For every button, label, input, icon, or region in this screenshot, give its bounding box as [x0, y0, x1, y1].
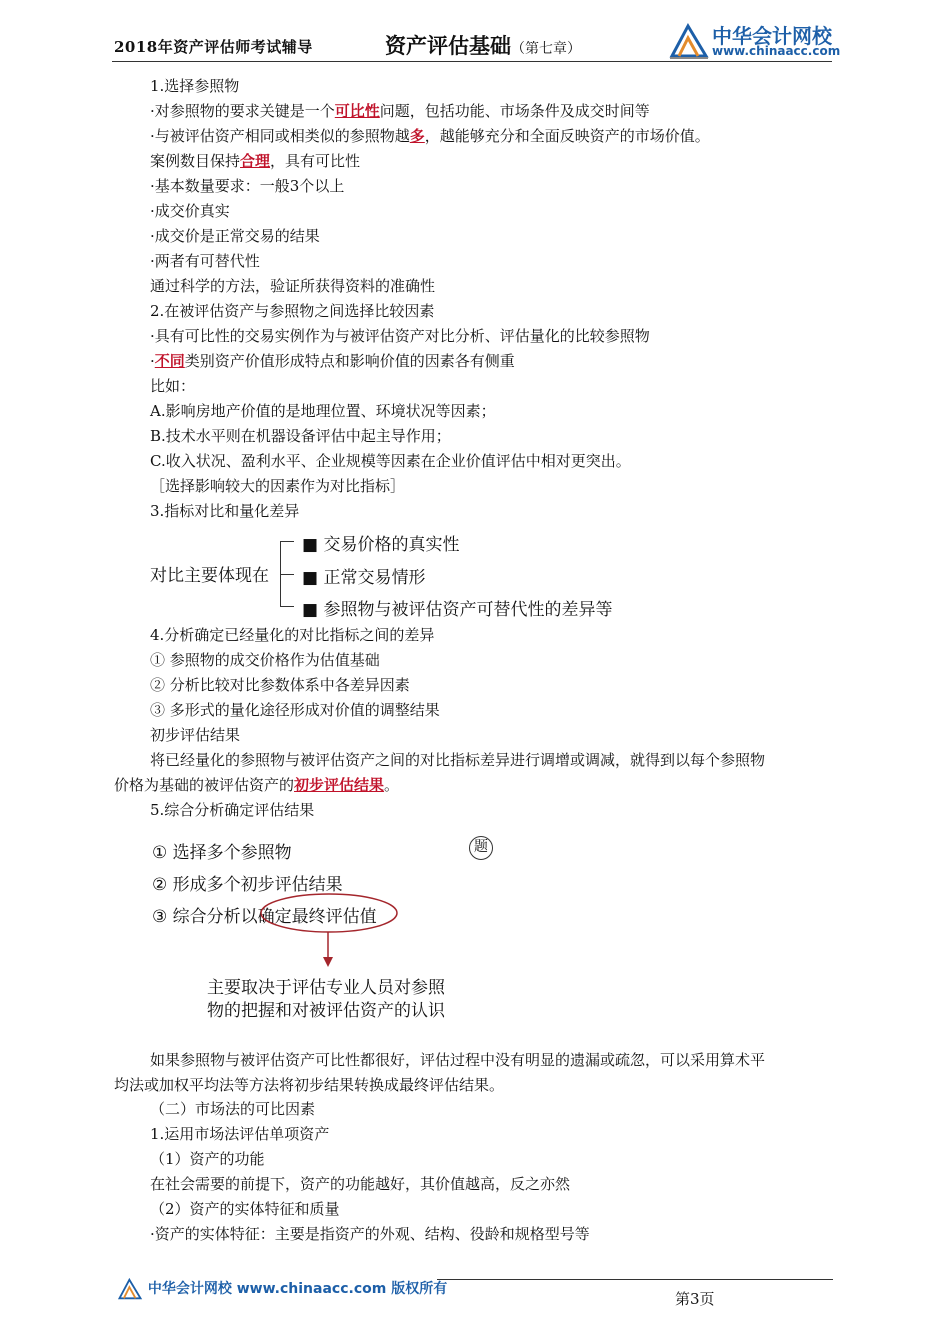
text-line: [150, 251, 260, 271]
text-line: [150, 376, 195, 396]
emphasis-text: 可比性: [334, 102, 380, 120]
text-segment: ·: [150, 352, 155, 370]
text-line: [150, 1174, 570, 1194]
diagram-note: 物的把握和对被评估资产的认识: [207, 1001, 445, 1021]
text-line: [150, 675, 410, 695]
text-segment: ·对参照物的要求关键是一个: [150, 102, 335, 120]
text-segment: 问题，包括功能、市场条件及成交时间等: [379, 102, 650, 120]
text-segment: （二）市场法的可比因素: [150, 1100, 316, 1118]
text-segment: ② 分析比较对比参数体系中各差异因素: [150, 676, 410, 694]
diagram-item: ■ 参照物与被评估资产可替代性的差异等: [302, 600, 613, 620]
text-line: [150, 151, 360, 171]
text-segment: A.影响房地产价值的是地理位置、环境状况等因素；: [150, 402, 496, 420]
text-line: [150, 451, 631, 471]
text-segment: （2）资产的实体特征和质量: [150, 1200, 340, 1218]
text-segment: ·与被评估资产相同或相类似的参照物越: [150, 127, 410, 145]
diagram-step: ③ 综合分析以确定最终评估值: [152, 907, 377, 927]
text-line: [150, 700, 440, 720]
bracket-tick: [280, 541, 294, 542]
text-segment: C.收入状况、盈利水平、企业规模等因素在企业价值评估中相对更突出。: [150, 452, 631, 470]
text-line: [150, 226, 320, 246]
emphasis-text: 初步评估结果: [294, 776, 385, 794]
text-line: [150, 1124, 329, 1144]
text-segment: 1.运用市场法评估单项资产: [150, 1125, 330, 1143]
paragraph-line: 如果参照物与被评估资产可比性都很好，评估过程中没有明显的遗漏或疏忽，可以采用算术平: [150, 1051, 766, 1069]
text-segment: ，越能够充分和全面反映资产的市场价值。: [424, 127, 710, 145]
page-number: 第3页: [675, 1290, 715, 1308]
text-line: [150, 1099, 315, 1119]
text-segment: ·基本数量要求：一般3个以上: [150, 177, 345, 195]
diagram-item: ■ 正常交易情形: [302, 568, 426, 588]
text-line: [150, 176, 344, 196]
text-line: [150, 725, 240, 745]
emphasis-text: 不同: [154, 352, 185, 370]
text-line: [150, 1224, 590, 1244]
text-line: [150, 326, 650, 346]
diagram-label: 对比主要体现在: [150, 566, 269, 586]
text-segment: 初步评估结果: [150, 726, 241, 744]
text-line: [150, 476, 405, 496]
text-segment: B.技术水平则在机器设备评估中起主导作用；: [150, 427, 451, 445]
footer-brand-text: 中华会计网校 www.chinaacc.com 版权所有: [147, 1281, 448, 1297]
text-segment: ·两者有可替代性: [150, 252, 260, 270]
text-segment: 4.分析确定已经量化的对比指标之间的差异: [150, 626, 435, 644]
text-line: [150, 1149, 265, 1169]
text-segment: ① 参照物的成交价格作为估值基础: [150, 651, 380, 669]
text-segment: ·资产的实体特征：主要是指资产的外观、结构、役龄和规格型号等: [150, 1225, 590, 1243]
paragraph-line: 均法或加权平均法等方法将初步结果转换成最终评估结果。: [114, 1076, 505, 1094]
emphasis-text: 多: [409, 127, 425, 145]
text-segment: ③ 多形式的量化途径形成对价值的调整结果: [150, 701, 440, 719]
logo-url: www.chinaacc.com: [712, 44, 841, 58]
diagram-step: ② 形成多个初步评估结果: [152, 875, 343, 895]
text-line: [150, 501, 299, 521]
diagram-note: 主要取决于评估专业人员对参照: [207, 978, 445, 998]
footer-brand[interactable]: [117, 1276, 447, 1302]
text-segment: 1.选择参照物: [150, 77, 240, 95]
paragraph-line: 将已经量化的参照物与被评估资产之间的对比指标差异进行调增或调减，就得到以每个参照物: [150, 751, 766, 769]
emphasis-text: 合理: [240, 152, 271, 170]
text-segment: 类别资产价值形成特点和影响价值的因素各有侧重: [184, 352, 515, 370]
header-left-title: 2018年资产评估师考试辅导: [114, 38, 313, 56]
text-segment: 。: [384, 776, 400, 794]
bracket-tick: [280, 574, 294, 575]
text-line: [150, 426, 451, 446]
text-line: [150, 625, 434, 645]
question-badge: 题: [469, 836, 493, 860]
document-title: [385, 30, 581, 60]
text-segment: （1）资产的功能: [150, 1150, 265, 1168]
bracket-tick: [280, 606, 294, 607]
text-segment: 比如：: [150, 377, 196, 395]
brand-logo[interactable]: [668, 20, 848, 62]
text-line: [150, 351, 515, 371]
text-segment: 在社会需要的前提下，资产的功能越好，其价值越高，反之亦然: [150, 1175, 571, 1193]
text-line: [150, 401, 496, 421]
text-segment: ·成交价是正常交易的结果: [150, 227, 320, 245]
text-segment: 2.在被评估资产与参照物之间选择比较因素: [150, 302, 435, 320]
text-line: [150, 126, 710, 146]
text-line: [150, 1199, 340, 1219]
footer-logo-icon: [117, 1276, 143, 1302]
text-line: [150, 76, 239, 96]
logo-name: 中华会计网校: [712, 24, 832, 48]
text-line: [150, 301, 434, 321]
logo-triangle-icon: [668, 20, 710, 62]
diagram-step: ① 选择多个参照物: [152, 843, 292, 863]
chapter-label: （第七章）: [511, 41, 581, 57]
paragraph-line: [114, 775, 399, 795]
text-segment: ［选择影响较大的因素作为对比指标］: [150, 477, 406, 495]
document-title-text: 资产评估基础: [385, 33, 511, 58]
text-segment: ，具有可比性: [270, 152, 361, 170]
text-segment: 价格为基础的被评估资产的: [114, 776, 295, 794]
text-segment: ·成交价真实: [150, 202, 230, 220]
text-segment: 3.指标对比和量化差异: [150, 502, 300, 520]
text-line: [150, 101, 650, 121]
text-line: [150, 650, 380, 670]
text-segment: ·具有可比性的交易实例作为与被评估资产对比分析、评估量化的比较参照物: [150, 327, 650, 345]
text-line: [150, 276, 435, 296]
text-line: [150, 201, 230, 221]
text-segment: 案例数目保持: [150, 152, 241, 170]
header-rule: [112, 61, 832, 62]
diagram-item: ■ 交易价格的真实性: [302, 535, 460, 555]
text-segment: 通过科学的方法，验证所获得资料的准确性: [150, 277, 436, 295]
section-heading: 5.综合分析确定评估结果: [150, 801, 315, 819]
footer-rule: [437, 1279, 833, 1280]
